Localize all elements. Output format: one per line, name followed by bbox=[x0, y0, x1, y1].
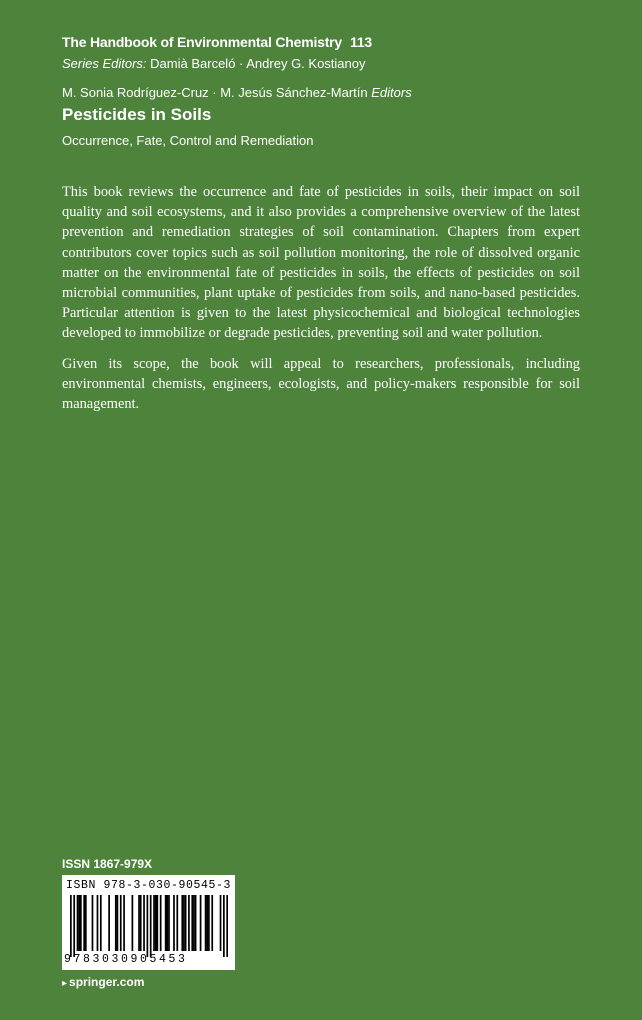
barcode-bar bbox=[100, 895, 102, 951]
barcode-bar bbox=[193, 895, 195, 951]
barcode-bar bbox=[143, 895, 145, 951]
book-title: Pesticides in Soils bbox=[62, 105, 212, 124]
barcode-bar bbox=[83, 895, 85, 951]
issn-label: ISSN 1867-979X bbox=[62, 857, 153, 871]
series-volume: 113 bbox=[350, 34, 373, 50]
barcode-bar bbox=[208, 895, 210, 951]
barcode-bar bbox=[183, 895, 185, 951]
barcode-bar bbox=[78, 895, 80, 951]
isbn-barcode bbox=[62, 875, 235, 970]
barcode-bar bbox=[181, 895, 183, 951]
barcode-bar bbox=[176, 895, 178, 951]
barcode-bar bbox=[92, 895, 94, 951]
barcode-bar bbox=[138, 895, 140, 951]
barcode-bar bbox=[147, 895, 149, 957]
description-paragraph: Given its scope, the book will appeal to researchers, professionals, including environmental chemists, engineers, ecologists, and policy-makers responsible for soil management. bbox=[62, 355, 580, 413]
book-description bbox=[62, 182, 580, 424]
description-paragraph: This book reviews the occurrence and fate of pesticides in soils, their impact on soil quality and soil ecosystems, and it also provides a comprehensive overview of the latest prevention and remediation strategies of soil contamination. Chapters from expert contributors cover topics such as soil pollution monitoring, the role of dissolved organic matter on the environmental fate of pesticides in soils, the effects of pesticides on soil microbial communities, plant uptake of pesticides from soils, and nano-based pesticides. Particular attention is given to the latest physicochemical and biological technologies developed to immobilize or degrade pesticides, preventing soil and water pollution. bbox=[62, 184, 580, 342]
barcode-bar bbox=[223, 895, 225, 957]
series-title-line bbox=[62, 34, 372, 50]
barcode-bar bbox=[200, 895, 202, 951]
barcode-bar bbox=[188, 895, 190, 951]
book-editors-line bbox=[62, 85, 412, 100]
barcode-bar bbox=[108, 895, 110, 951]
barcode-bar bbox=[165, 895, 167, 951]
barcode-bar bbox=[97, 895, 99, 951]
series-editors-line bbox=[62, 56, 366, 71]
barcode-bar bbox=[80, 895, 82, 951]
barcode-bar bbox=[150, 895, 152, 957]
barcode-bar bbox=[85, 895, 87, 951]
barcode-bar bbox=[211, 895, 213, 951]
book-subtitle: Occurrence, Fate, Control and Remediation bbox=[62, 133, 314, 148]
barcode-bar bbox=[77, 895, 79, 951]
barcode-bar bbox=[206, 895, 208, 951]
barcode-bar bbox=[140, 895, 142, 951]
series-editors-label: Series Editors: bbox=[62, 56, 147, 71]
barcode-bar bbox=[73, 895, 75, 957]
barcode-bar bbox=[132, 895, 134, 951]
barcode-bar bbox=[205, 895, 207, 951]
barcode-bar bbox=[115, 895, 117, 951]
publisher-link[interactable] bbox=[62, 975, 144, 989]
barcode-bar bbox=[120, 895, 122, 951]
arrow-right-icon: ▸ bbox=[62, 978, 68, 989]
barcode-bar bbox=[226, 895, 228, 957]
barcode-bar bbox=[117, 895, 119, 951]
barcode-bar bbox=[220, 895, 222, 951]
book-editors-names: M. Sonia Rodríguez-Cruz · M. Jesús Sánchez-Martín bbox=[62, 85, 368, 100]
barcode-bar bbox=[156, 895, 158, 951]
barcode-bar bbox=[70, 895, 72, 957]
barcode-bar bbox=[160, 895, 162, 951]
barcode-bar bbox=[195, 895, 197, 951]
barcode-bar bbox=[155, 895, 157, 951]
barcode-bar bbox=[173, 895, 175, 951]
series-editors-names: Damià Barceló · Andrey G. Kostianoy bbox=[150, 56, 366, 71]
ean-digits: 9783030905453 bbox=[64, 953, 188, 966]
barcode-bar bbox=[153, 895, 155, 951]
barcode-bar bbox=[191, 895, 193, 951]
barcode-bars bbox=[70, 895, 228, 957]
book-editors-label: Editors bbox=[371, 85, 412, 100]
barcode-bar bbox=[123, 895, 125, 951]
series-title: The Handbook of Environmental Chemistry bbox=[62, 34, 343, 50]
isbn-text: ISBN 978-3-030-90545-3 bbox=[65, 879, 232, 892]
barcode-bar bbox=[185, 895, 187, 951]
barcode-bar bbox=[168, 895, 170, 951]
barcode-bar bbox=[166, 895, 168, 951]
publisher-url: springer.com bbox=[69, 975, 145, 989]
